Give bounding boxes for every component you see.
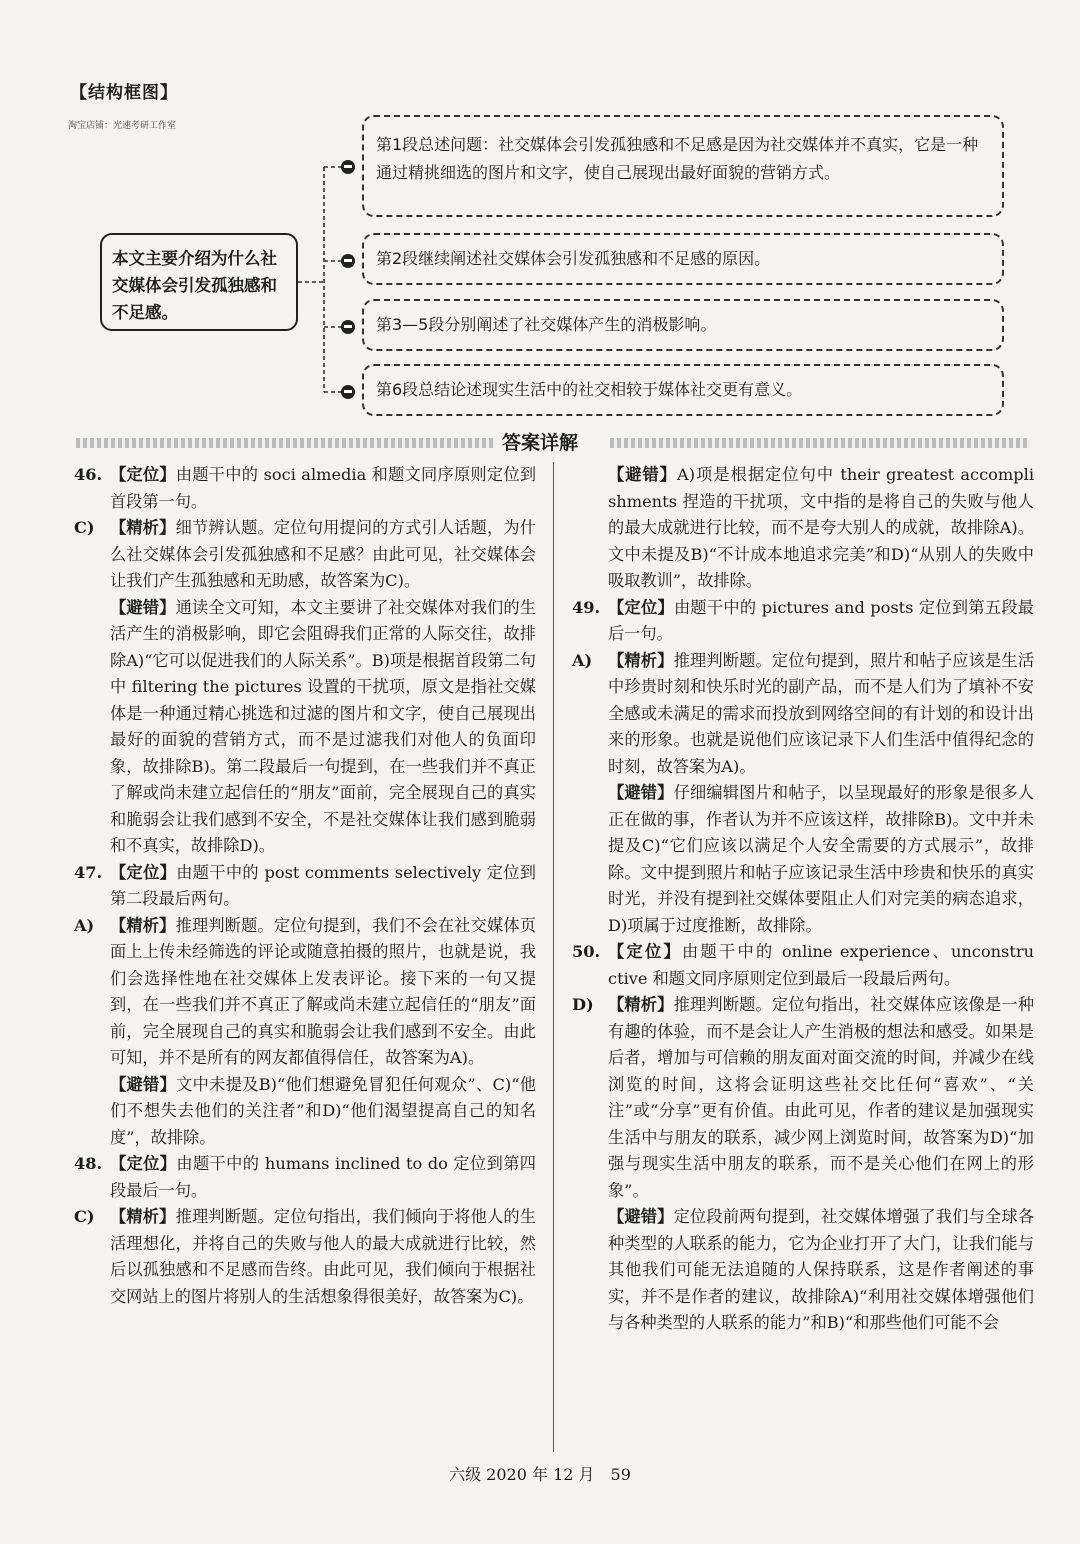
entry-number: A) xyxy=(74,915,95,935)
entry-tag: 【精析】 xyxy=(110,915,176,935)
paragraph-box-1: 第1段总述问题：社交媒体会引发孤独感和不足感是因为社交媒体并不真实，它是一种通过精挑细选的图片和文字，使自己展现出最好面貌的营销方式。 xyxy=(362,115,1004,217)
bullet-icon xyxy=(341,254,355,268)
answer-entry xyxy=(572,992,1034,1204)
column-divider xyxy=(553,462,554,1452)
answer-entry xyxy=(572,462,1034,595)
entry-number: 46. xyxy=(74,465,103,484)
page-footer: 六级 2020 年 12 月 59 xyxy=(449,1465,631,1484)
entry-text: 推理判断题。定位句提到，我们不会在社交媒体页面上上传未经筛选的评论或随意拍摄的照片，也就是说，我们会选择性地在社交媒体上发表评论。接下来的一句又提到，在一些我们并不真正了解或尚未建立起信任的“朋友”面前，完全展现自己的真实和脆弱会让我们感到不安全。由此可知，并不是所有的网友都值得信任，故答案为A)。 xyxy=(110,915,537,1067)
decorative-band xyxy=(610,438,1030,448)
entry-text: 由题干中的 humans inclined to do 定位到第四段最后一句。 xyxy=(110,1154,536,1200)
entry-tag: 【精析】 xyxy=(608,995,674,1014)
entry-text: 推理判断题。定位句指出，社交媒体应该像是一种有趣的体验，而不是会让人产生消极的想法和感受。如果是后者，增加与可信赖的朋友面对面交流的时间，并减少在线浏览的时间，这将会证明这些社交比任何“喜欢”、“关注”或“分享”更有价值。由此可见，作者的建议是加强现实生活中与朋友的联系，减少网上浏览时间，故答案为D)“加强与现实生活中朋友的联系，而不是关心他们在网上的形象”。 xyxy=(608,995,1035,1200)
entry-number: C) xyxy=(74,1207,95,1226)
bullet-icon xyxy=(341,320,355,334)
entry-text: 通读全文可知，本文主要讲了社交媒体对我们的生活产生的消极影响，即它会阻碍我们正常的人际交往，故排除A)“它可以促进我们的人际关系”。B)项是根据首段第二句中 filtering the pictures 设置的干扰项，原文是指社交媒体是一种通过精心挑选和过滤的图片和文字，使自己展现出最好的面貌的营销方式，而不是过滤我们对他人的负面印象，故排除B)。第二段最后一句提到，在一些我们并不真正了解或尚未建立起信任的“朋友”面前，完全展现自己的真实和脆弱会让我们感到不安全，不是社交媒体让我们感到脆弱和不真实，故排除D)。 xyxy=(110,597,537,855)
section-title: 【结构框图】 xyxy=(70,83,178,103)
answer-entry xyxy=(572,1204,1034,1337)
entry-text: A)项是根据定位句中 their greatest accompli shments 捏造的干扰项，文中指的是将自己的失败与他人的最大成就进行比较，而不是夸大别人的成就，故排除A)。文中未提及B)“不计成本地追求完美”和D)“从别人的失败中吸取教训”，故排除。 xyxy=(608,465,1034,590)
entry-tag: 【精析】 xyxy=(110,1207,176,1226)
paragraph-box-3: 第3—5段分别阐述了社交媒体产生的消极影响。 xyxy=(362,299,1004,351)
entry-number: 50. xyxy=(572,942,601,961)
answer-entry xyxy=(572,780,1034,939)
answer-entry xyxy=(572,648,1034,781)
entry-text: 由题干中的 online experience、unconstru ctive 和题文同序原则定位到最后一段最后两句。 xyxy=(608,942,1035,988)
entry-tag: 【避错】 xyxy=(110,1074,177,1094)
diagram-connectors xyxy=(298,150,368,410)
answer-entry xyxy=(74,913,536,1072)
entry-tag: 【避错】 xyxy=(608,465,678,484)
entry-tag: 【精析】 xyxy=(608,650,674,670)
left-column xyxy=(74,462,536,1310)
entry-number: A) xyxy=(572,650,593,670)
entry-tag: 【定位】 xyxy=(110,862,177,882)
entry-tag: 【定位】 xyxy=(110,1154,177,1173)
answer-entry xyxy=(74,1151,536,1204)
answer-entry xyxy=(74,462,536,515)
entry-number: D) xyxy=(572,995,594,1014)
entry-text: 定位段前两句提到，社交媒体增强了我们与全球各种类型的人联系的能力，它为企业打开了大门，让我们能与其他我们可能无法追随的人保持联系，这是作者阐述的事实，并不是作者的建议，故排除A)“利用社交媒体增强他们与各种类型的人联系的能力”和B)“和那些他们可能不会 xyxy=(608,1207,1035,1332)
answer-header xyxy=(0,428,1080,455)
entry-text: 由题干中的 post comments selectively 定位到第二段最后两句。 xyxy=(110,862,536,908)
entry-text: 文中未提及B)“他们想避免冒犯任何观众”、C)“他们不想失去他们的关注者”和D)“他们渴望提高自己的知名度”，故排除。 xyxy=(110,1074,536,1147)
paragraph-box-2: 第2段继续阐述社交媒体会引发孤独感和不足感的原因。 xyxy=(362,233,1004,285)
entry-text: 由题干中的 pictures and posts 定位到第五段最后一句。 xyxy=(608,597,1034,643)
answer-entry xyxy=(572,939,1034,992)
entry-number: 47. xyxy=(74,862,103,882)
entry-tag: 【避错】 xyxy=(608,783,674,802)
entry-tag: 【定位】 xyxy=(110,465,176,484)
right-column xyxy=(572,462,1034,1337)
entry-number: 48. xyxy=(74,1154,103,1173)
answer-header-title: 答案详解 xyxy=(501,432,578,454)
entry-number: 49. xyxy=(572,597,601,617)
answer-entry xyxy=(74,860,536,913)
entry-tag: 【避错】 xyxy=(608,1207,674,1226)
answer-entry xyxy=(74,515,536,595)
entry-text: 仔细编辑图片和帖子，以呈现最好的形象是很多人正在做的事，作者认为并不应该这样，故排除B)。文中并未提及C)“它们应该以满足个人安全需要的方式展示”，故排除。文中提到照片和帖子应该记录生活中珍贵和快乐的真实时光，并没有提到社交媒体要阻止人们对完美的病态追求，D)项属于过度推断，故排除。 xyxy=(608,783,1035,935)
entry-tag: 【定位】 xyxy=(608,942,682,961)
paragraph-box-4: 第6段总结论述现实生活中的社交相较于媒体社交更有意义。 xyxy=(362,364,1004,416)
answer-entry xyxy=(74,1204,536,1310)
entry-tag: 【避错】 xyxy=(110,597,176,617)
decorative-band xyxy=(76,438,496,448)
watermark: 淘宝店铺：光速考研工作室 xyxy=(68,121,177,131)
entry-number: C) xyxy=(74,518,95,537)
answer-entry xyxy=(74,595,536,860)
entry-text: 细节辨认题。定位句用提问的方式引人话题，为什么社交媒体会引发孤独感和不足感？由此可见，社交媒体会让我们产生孤独感和无助感，故答案为C)。 xyxy=(110,518,537,590)
entry-text: 推理判断题。定位句指出，我们倾向于将他人的生活理想化，并将自己的失败与他人的最大成就进行比较，然后以孤独感和不足感而告终。由此可见，我们倾向于根据社交网站上的图片将别人的生活想象得很美好，故答案为C)。 xyxy=(110,1207,537,1306)
bullet-icon xyxy=(341,385,355,399)
entry-tag: 【精析】 xyxy=(110,518,176,537)
answer-entry xyxy=(74,1072,536,1152)
main-summary-box: 本文主要介绍为什么社交媒体会引发孤独感和不足感。 xyxy=(100,233,298,331)
entry-tag: 【定位】 xyxy=(608,597,674,617)
bullet-icon xyxy=(341,160,355,174)
answer-entry xyxy=(572,595,1034,648)
entry-text: 由题干中的 soci almedia 和题文同序原则定位到首段第一句。 xyxy=(110,465,537,511)
entry-text: 推理判断题。定位句提到，照片和帖子应该是生活中珍贵时刻和快乐时光的副产品，而不是人们为了填补不安全感或未满足的需求而投放到网络空间的有计划的和设计出来的形象。也就是说他们应该记录下人们生活中值得纪念的时刻，故答案为A)。 xyxy=(608,650,1035,776)
